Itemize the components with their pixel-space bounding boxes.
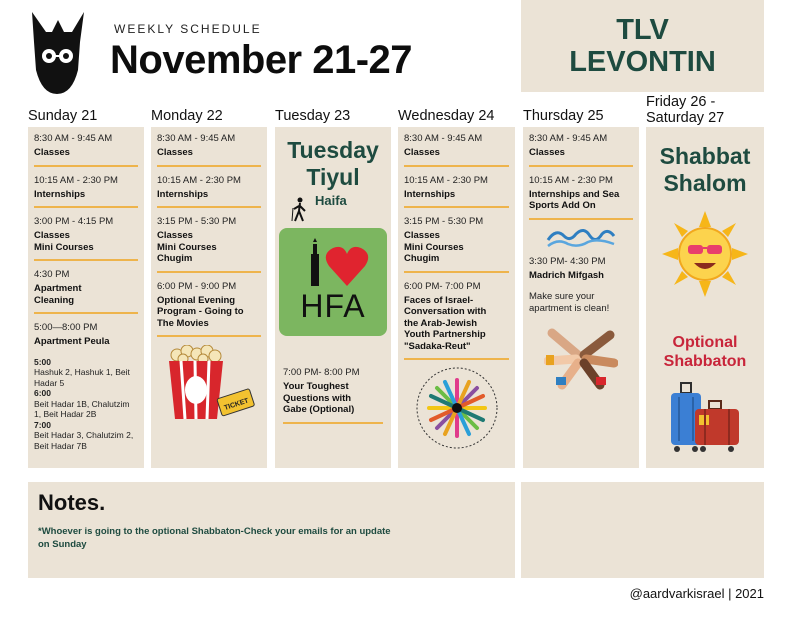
- event-time: 3:15 PM - 5:30 PM: [404, 216, 484, 227]
- ticket-label: TICKET: [223, 397, 250, 412]
- event-name: Classes: [529, 147, 565, 158]
- wednesday-column: [398, 127, 515, 468]
- event-name: Classes Mini Courses Chugim: [157, 230, 217, 264]
- suitcases-icon: [665, 381, 745, 455]
- event-sunday-4: [34, 269, 138, 314]
- event-time: 8:30 AM - 9:45 AM: [404, 133, 483, 144]
- notes-panel: [28, 482, 515, 578]
- event-wednesday-3: [404, 216, 509, 273]
- haifa-heart-icon: [287, 238, 381, 288]
- tuesday-headline: [275, 137, 391, 191]
- optional-shabbaton-line-1: Optional: [672, 334, 738, 351]
- day-header-wednesday: Wednesday 24: [398, 108, 495, 124]
- event-name: Internships: [404, 188, 456, 200]
- peula-detail-2: Beit Hadar 1B, Chalutzim 1, Beit Hadar 2B: [34, 398, 130, 419]
- notes-title: Notes.: [38, 490, 106, 515]
- event-time: 3:00 PM - 4:15 PM: [34, 216, 114, 227]
- event-time: 8:30 AM - 9:45 AM: [529, 133, 608, 144]
- peula-time-3: 7:00: [34, 419, 52, 430]
- event-time: 8:30 AM - 9:45 AM: [157, 133, 236, 144]
- tuesday-place: Haifa: [315, 193, 347, 208]
- event-name: Optional Evening Program - Going to The Movies: [157, 294, 244, 329]
- event-wednesday-1: [404, 133, 509, 167]
- event-name: Classes: [34, 147, 70, 158]
- event-time: 10:15 AM - 2:30 PM: [34, 174, 118, 186]
- tuesday-headline-line-2: Tiyul: [306, 164, 360, 190]
- event-name: Madrich Mifgash: [529, 269, 604, 281]
- event-thursday-2: [529, 175, 633, 220]
- event-name: Faces of Israel- Conversation with the Arab-Jewish Youth Partnership "Sadaka-Reut": [404, 294, 487, 352]
- event-name: Apartment Cleaning: [34, 283, 82, 306]
- popcorn-and-tickets-icon: [159, 345, 259, 425]
- event-monday-2: [157, 175, 261, 209]
- event-monday-3: [157, 216, 261, 273]
- sunday-column: [28, 127, 144, 468]
- peula-detail-1: Hashuk 2, Hashuk 1, Beit Hadar 5: [34, 367, 130, 388]
- event-time: 8:30 AM - 9:45 AM: [34, 133, 113, 144]
- event-sunday-5: [34, 322, 138, 354]
- event-sunday-3: [34, 216, 138, 261]
- waves-icon: [546, 226, 616, 248]
- day-header-friday-line-1: Friday 26 -: [646, 94, 716, 110]
- monday-column: [151, 127, 267, 468]
- event-name: Classes: [157, 147, 193, 158]
- day-header-friday-line-2: Saturday 27: [646, 110, 725, 126]
- event-name: Internships: [34, 188, 86, 200]
- event-time: 10:15 AM - 2:30 PM: [404, 174, 488, 186]
- thursday-column: [523, 127, 639, 468]
- sadaka-reut-logo-icon: [415, 366, 499, 450]
- peula-detail-3: Beit Hadar 3, Chalutzim 2, Beit Hadar 7B: [34, 430, 134, 451]
- haifa-card-text: HFA: [300, 288, 366, 324]
- event-time: 4:30 PM: [34, 269, 70, 280]
- event-time: 10:15 AM - 2:30 PM: [529, 174, 613, 186]
- peula-schedule: [34, 357, 138, 452]
- event-name: Classes Mini Courses: [34, 230, 94, 253]
- thursday-note: Make sure your apartment is clean!: [529, 291, 610, 314]
- notes-side-panel: [521, 482, 764, 578]
- hiker-icon: [291, 197, 309, 223]
- peula-time-2: 6:00: [34, 388, 52, 398]
- haifa-card: [279, 228, 387, 336]
- event-name: Your Toughest Questions with Gabe (Optional): [283, 381, 355, 415]
- event-tuesday-1: [283, 367, 383, 424]
- event-time: 5:00—8:00 PM: [34, 322, 98, 333]
- shabbat-headline-line-2: Shalom: [663, 170, 747, 196]
- aardvark-logo-icon: [28, 10, 86, 96]
- optional-shabbaton-label: [646, 333, 764, 371]
- location-box: [521, 0, 764, 92]
- event-name: Apartment Peula: [34, 336, 110, 347]
- location-line-2: LEVONTIN: [569, 46, 716, 78]
- hands-together-icon: [544, 325, 618, 391]
- footer-credit: @aardvarkisrael | 2021: [629, 586, 764, 601]
- shabbat-headline-line-1: Shabbat: [659, 143, 751, 169]
- event-time: 6:00 PM - 9:00 PM: [157, 280, 237, 292]
- event-name: Internships and Sea Sports Add On: [529, 188, 620, 211]
- shabbat-headline: [646, 143, 764, 197]
- event-time: 3:30 PM- 4:30 PM: [529, 255, 606, 267]
- day-header-tuesday: Tuesday 23: [275, 108, 351, 124]
- event-name: Classes: [404, 147, 440, 158]
- friday-saturday-column: [646, 127, 764, 468]
- peula-time-1: 5:00: [34, 356, 52, 367]
- event-name: Classes Mini Courses Chugim: [404, 230, 464, 264]
- notes-text: *Whoever is going to the optional Shabbaton-Check your emails for an update on Sunday: [38, 526, 391, 550]
- event-time: 7:00 PM- 8:00 PM: [283, 367, 360, 378]
- event-time: 3:15 PM - 5:30 PM: [157, 216, 237, 227]
- day-header-monday: Monday 22: [151, 108, 223, 124]
- week-title: November 21-27: [110, 38, 413, 82]
- event-sunday-2: [34, 175, 138, 209]
- day-header-sunday: Sunday 21: [28, 108, 98, 124]
- event-time: 10:15 AM - 2:30 PM: [157, 174, 241, 186]
- event-monday-1: [157, 133, 261, 167]
- event-time: 6:00 PM- 7:00 PM: [404, 280, 481, 292]
- tuesday-column: [275, 127, 391, 468]
- location-line-1: TLV: [616, 14, 669, 46]
- day-header-thursday: Thursday 25: [523, 108, 604, 124]
- event-monday-4: [157, 281, 261, 338]
- sun-with-sunglasses-icon: [662, 211, 748, 297]
- tuesday-headline-line-1: Tuesday: [287, 137, 379, 163]
- event-thursday-1: [529, 133, 633, 167]
- optional-shabbaton-line-2: Shabbaton: [663, 353, 747, 370]
- weekly-schedule-kicker: WEEKLY SCHEDULE: [114, 22, 262, 36]
- event-name: Internships: [157, 188, 209, 200]
- event-thursday-3: [529, 256, 633, 288]
- event-sunday-1: [34, 133, 138, 167]
- event-wednesday-4: [404, 281, 509, 361]
- event-wednesday-2: [404, 175, 509, 209]
